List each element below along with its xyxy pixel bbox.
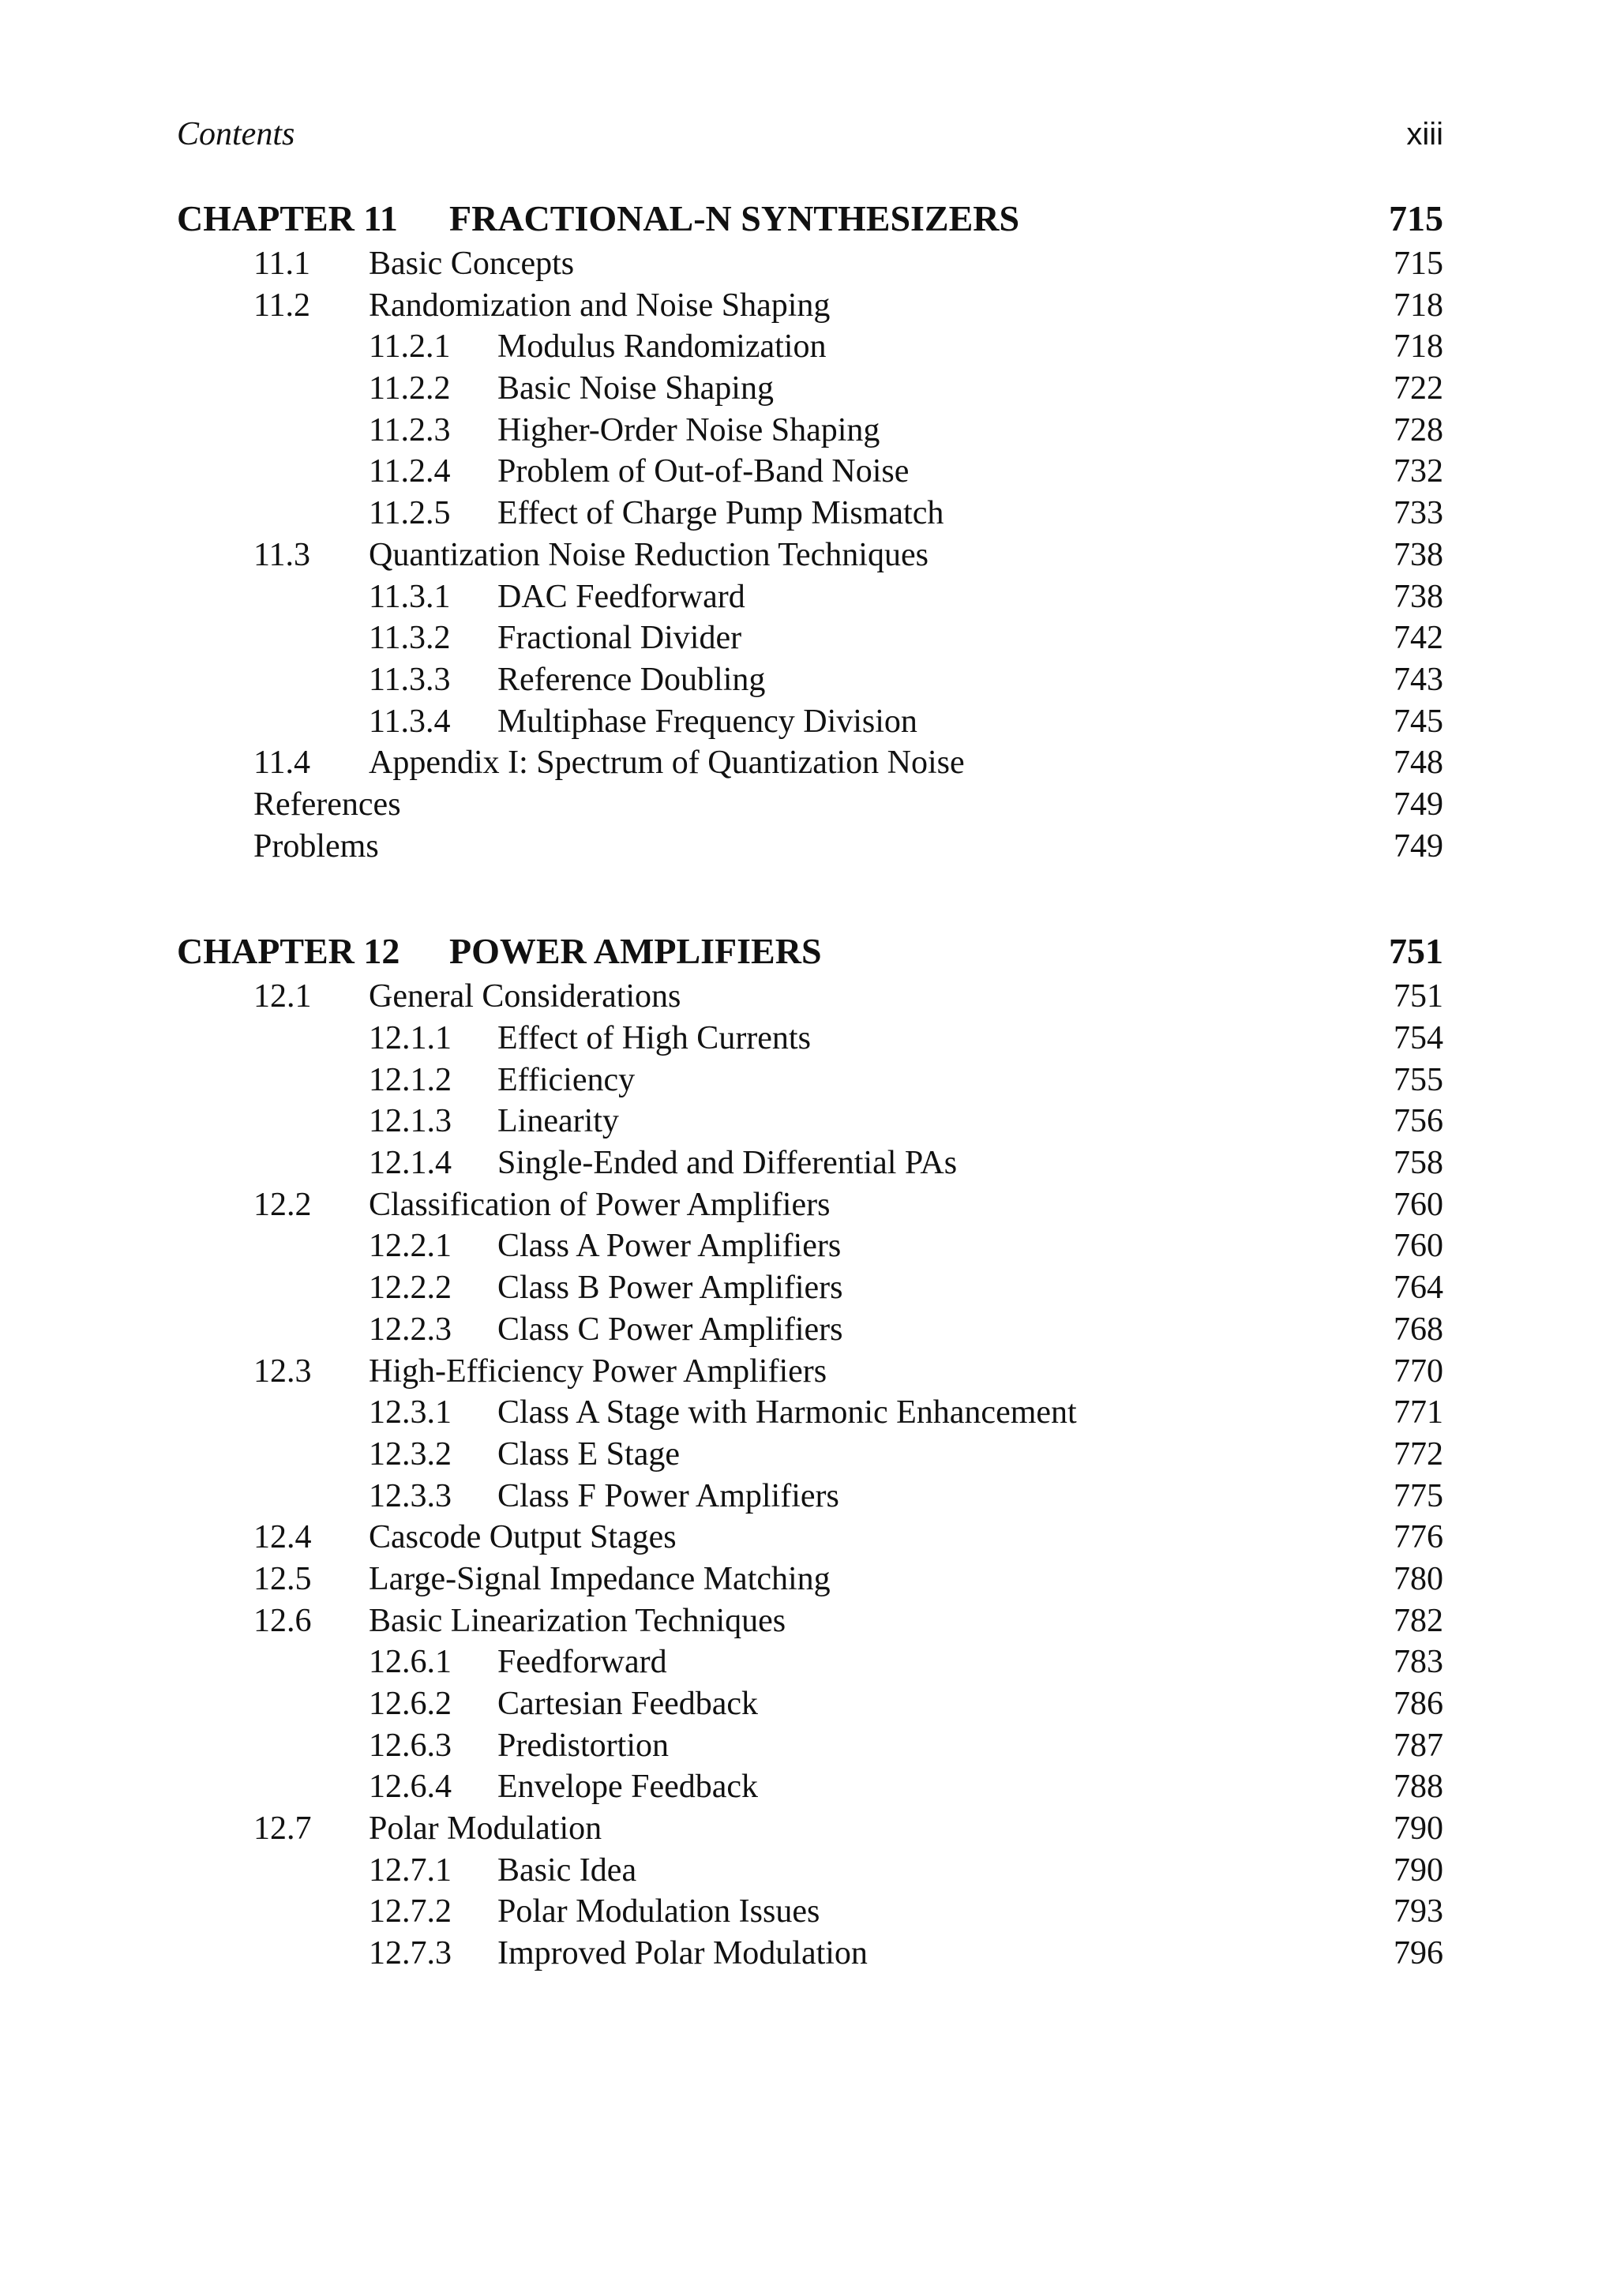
toc-subsection-entry[interactable] <box>177 1683 1443 1725</box>
entry-number: 12.1.4 <box>369 1145 452 1182</box>
entry-page: 756 <box>1394 1103 1443 1140</box>
entry-page: 783 <box>1394 1644 1443 1681</box>
entry-page: 764 <box>1394 1270 1443 1307</box>
entry-title: Large-Signal Impedance Matching <box>369 1560 831 1597</box>
entry-number: 12.5 <box>253 1560 312 1597</box>
entry-page: 738 <box>1394 578 1443 615</box>
toc-subsection-entry[interactable] <box>177 1933 1443 1975</box>
entry-title: Linearity <box>497 1103 619 1140</box>
toc-backmatter-entry[interactable] <box>177 826 1443 868</box>
entry-number: 12.1 <box>253 978 312 1015</box>
entry-title: Problem of Out-of-Band Noise <box>497 453 910 490</box>
toc-section-entry[interactable] <box>177 243 1443 285</box>
entry-page: 749 <box>1394 786 1443 823</box>
toc-section-entry[interactable] <box>177 285 1443 327</box>
entry-title: Class C Power Amplifiers <box>497 1311 843 1348</box>
entry-number: 12.6.1 <box>369 1644 452 1681</box>
entry-number: 12.2.1 <box>369 1228 452 1265</box>
entry-page: 770 <box>1394 1352 1443 1390</box>
entry-title: Class B Power Amplifiers <box>497 1270 843 1307</box>
toc-subsection-entry[interactable] <box>177 326 1443 368</box>
toc-subsection-entry[interactable] <box>177 1225 1443 1267</box>
toc-subsection-entry[interactable] <box>177 1434 1443 1476</box>
toc-subsection-entry[interactable] <box>177 1309 1443 1351</box>
entry-title: Basic Concepts <box>369 246 575 282</box>
entry-title: Class A Stage with Harmonic Enhancement <box>497 1394 1077 1431</box>
toc-subsection-entry[interactable] <box>177 1392 1443 1434</box>
entry-number: 11.3.3 <box>369 661 451 698</box>
entry-title: Fractional Divider <box>497 620 742 657</box>
entry-title: Effect of Charge Pump Mismatch <box>497 495 944 532</box>
entry-title: Class A Power Amplifiers <box>497 1228 842 1265</box>
toc-section-entry[interactable] <box>177 1351 1443 1393</box>
entry-number: 11.1 <box>253 246 310 282</box>
toc-section-entry[interactable] <box>177 1517 1443 1559</box>
entry-title: Polar Modulation <box>369 1810 602 1848</box>
toc-subsection-entry[interactable] <box>177 451 1443 493</box>
page-header <box>177 111 1443 158</box>
chapter-label: CHAPTER 12 <box>177 931 400 972</box>
entry-number: 12.7.1 <box>369 1851 452 1889</box>
chapter-section <box>177 194 1443 867</box>
entry-page: 796 <box>1394 1935 1443 1972</box>
entry-number: 12.3.2 <box>369 1435 452 1473</box>
entry-page: 790 <box>1394 1810 1443 1848</box>
entry-number: 12.7.2 <box>369 1893 452 1930</box>
page-number: xiii <box>1406 117 1443 152</box>
entry-page: 768 <box>1394 1311 1443 1348</box>
entry-number: 11.3 <box>253 536 310 573</box>
chapter-heading[interactable] <box>177 927 1443 976</box>
entry-page: 722 <box>1394 370 1443 407</box>
entry-number: 11.3.4 <box>369 703 451 740</box>
entry-title: Randomization and Noise Shaping <box>369 287 831 324</box>
entry-page: 758 <box>1394 1145 1443 1182</box>
entry-number: 12.4 <box>253 1519 312 1556</box>
entry-number: 12.1.1 <box>369 1020 452 1056</box>
entry-title: Problems <box>253 827 379 865</box>
entry-page: 738 <box>1394 536 1443 573</box>
entry-page: 772 <box>1394 1435 1443 1473</box>
entry-number: 12.2.3 <box>369 1311 452 1348</box>
entry-title: Polar Modulation Issues <box>497 1893 820 1930</box>
entry-title: Classification of Power Amplifiers <box>369 1186 831 1223</box>
entry-title: Effect of High Currents <box>497 1020 811 1056</box>
entry-page: 718 <box>1394 287 1443 324</box>
toc-section-entry[interactable] <box>177 1808 1443 1850</box>
entry-number: 12.6.3 <box>369 1727 452 1764</box>
entry-page: 745 <box>1394 703 1443 740</box>
entry-title: Single-Ended and Differential PAs <box>497 1145 958 1182</box>
entry-page: 743 <box>1394 661 1443 698</box>
entry-page: 718 <box>1394 328 1443 366</box>
chapter-title: POWER AMPLIFIERS <box>449 931 822 972</box>
entry-page: 775 <box>1394 1477 1443 1514</box>
entry-number: 11.2.5 <box>369 495 451 532</box>
entry-page: 787 <box>1394 1727 1443 1764</box>
entry-number: 12.7.3 <box>369 1935 452 1972</box>
chapter-page: 715 <box>1389 198 1443 238</box>
chapter-title: FRACTIONAL-N SYNTHESIZERS <box>449 198 1020 238</box>
entry-title: Predistortion <box>497 1727 669 1764</box>
entry-title: References <box>253 786 401 823</box>
entry-number: 11.2.4 <box>369 453 451 490</box>
entry-number: 12.3.3 <box>369 1477 452 1514</box>
entry-number: 12.1.3 <box>369 1103 452 1140</box>
toc-subsection-entry[interactable] <box>177 701 1443 743</box>
chapter-page: 751 <box>1389 931 1443 972</box>
toc-subsection-entry[interactable] <box>177 1891 1443 1933</box>
entry-number: 12.3.1 <box>369 1394 452 1431</box>
entry-title: Efficiency <box>497 1061 636 1098</box>
entry-title: Cartesian Feedback <box>497 1686 759 1722</box>
entry-page: 782 <box>1394 1602 1443 1639</box>
entry-title: Appendix I: Spectrum of Quantization Noise <box>369 745 965 782</box>
entry-title: Basic Linearization Techniques <box>369 1602 786 1639</box>
table-of-contents <box>177 194 1443 1975</box>
entry-title: DAC Feedforward <box>497 578 745 615</box>
entry-number: 11.2.2 <box>369 370 451 407</box>
entry-number: 11.2 <box>253 287 310 324</box>
entry-title: General Considerations <box>369 978 681 1015</box>
entry-page: 755 <box>1394 1061 1443 1098</box>
entry-page: 733 <box>1394 495 1443 532</box>
toc-backmatter-entry[interactable] <box>177 784 1443 826</box>
entry-number: 11.2.3 <box>369 411 451 448</box>
entry-page: 749 <box>1394 827 1443 865</box>
entry-page: 760 <box>1394 1186 1443 1223</box>
entry-number: 12.6.2 <box>369 1686 452 1722</box>
entry-title: Quantization Noise Reduction Techniques <box>369 536 929 573</box>
entry-title: Higher-Order Noise Shaping <box>497 411 880 448</box>
toc-subsection-entry[interactable] <box>177 1018 1443 1060</box>
chapter-label: CHAPTER 11 <box>177 198 398 238</box>
entry-number: 12.6 <box>253 1602 312 1639</box>
entry-page: 728 <box>1394 411 1443 448</box>
toc-section-entry[interactable] <box>177 535 1443 576</box>
entry-title: Class F Power Amplifiers <box>497 1477 839 1514</box>
toc-section-entry[interactable] <box>177 1600 1443 1642</box>
entry-page: 771 <box>1394 1394 1443 1431</box>
entry-number: 12.2 <box>253 1186 312 1223</box>
toc-section-entry[interactable] <box>177 742 1443 784</box>
entry-number: 12.1.2 <box>369 1061 452 1098</box>
entry-title: Class E Stage <box>497 1435 680 1473</box>
toc-subsection-entry[interactable] <box>177 659 1443 701</box>
entry-number: 11.3.1 <box>369 578 451 615</box>
entry-page: 780 <box>1394 1560 1443 1597</box>
entry-number: 12.7 <box>253 1810 312 1848</box>
entry-page: 751 <box>1394 978 1443 1015</box>
entry-number: 11.2.1 <box>369 328 451 366</box>
entry-page: 760 <box>1394 1228 1443 1265</box>
toc-subsection-entry[interactable] <box>177 1641 1443 1683</box>
entry-page: 786 <box>1394 1686 1443 1722</box>
toc-subsection-entry[interactable] <box>177 1267 1443 1309</box>
toc-subsection-entry[interactable] <box>177 410 1443 452</box>
toc-subsection-entry[interactable] <box>177 368 1443 410</box>
entry-page: 732 <box>1394 453 1443 490</box>
entry-title: Basic Idea <box>497 1851 637 1889</box>
toc-subsection-entry[interactable] <box>177 1766 1443 1808</box>
entry-page: 788 <box>1394 1769 1443 1806</box>
entry-title: Multiphase Frequency Division <box>497 703 917 740</box>
entry-title: High-Efficiency Power Amplifiers <box>369 1352 827 1390</box>
entry-number: 11.3.2 <box>369 620 451 657</box>
entry-number: 12.2.2 <box>369 1270 452 1307</box>
toc-subsection-entry[interactable] <box>177 1060 1443 1101</box>
toc-subsection-entry[interactable] <box>177 1850 1443 1892</box>
toc-subsection-entry[interactable] <box>177 1142 1443 1184</box>
entry-page: 715 <box>1394 246 1443 282</box>
entry-title: Cascode Output Stages <box>369 1519 677 1556</box>
toc-section-entry[interactable] <box>177 1559 1443 1600</box>
chapter-section <box>177 927 1443 1975</box>
entry-title: Envelope Feedback <box>497 1769 759 1806</box>
entry-page: 793 <box>1394 1893 1443 1930</box>
entry-title: Basic Noise Shaping <box>497 370 774 407</box>
entry-page: 776 <box>1394 1519 1443 1556</box>
entry-number: 12.3 <box>253 1352 312 1390</box>
toc-subsection-entry[interactable] <box>177 576 1443 618</box>
toc-subsection-entry[interactable] <box>177 1101 1443 1142</box>
toc-subsection-entry[interactable] <box>177 493 1443 535</box>
toc-subsection-entry[interactable] <box>177 1476 1443 1518</box>
entry-page: 790 <box>1394 1851 1443 1889</box>
entry-page: 748 <box>1394 745 1443 782</box>
toc-section-entry[interactable] <box>177 1184 1443 1226</box>
toc-subsection-entry[interactable] <box>177 617 1443 659</box>
running-title: Contents <box>177 116 295 152</box>
toc-subsection-entry[interactable] <box>177 1725 1443 1767</box>
entry-title: Feedforward <box>497 1644 667 1681</box>
entry-number: 12.6.4 <box>369 1769 452 1806</box>
entry-page: 754 <box>1394 1020 1443 1056</box>
chapter-heading[interactable] <box>177 194 1443 243</box>
entry-title: Modulus Randomization <box>497 328 827 366</box>
toc-section-entry[interactable] <box>177 976 1443 1018</box>
entry-title: Reference Doubling <box>497 661 766 698</box>
entry-number: 11.4 <box>253 745 310 782</box>
entry-title: Improved Polar Modulation <box>497 1935 868 1972</box>
entry-page: 742 <box>1394 620 1443 657</box>
